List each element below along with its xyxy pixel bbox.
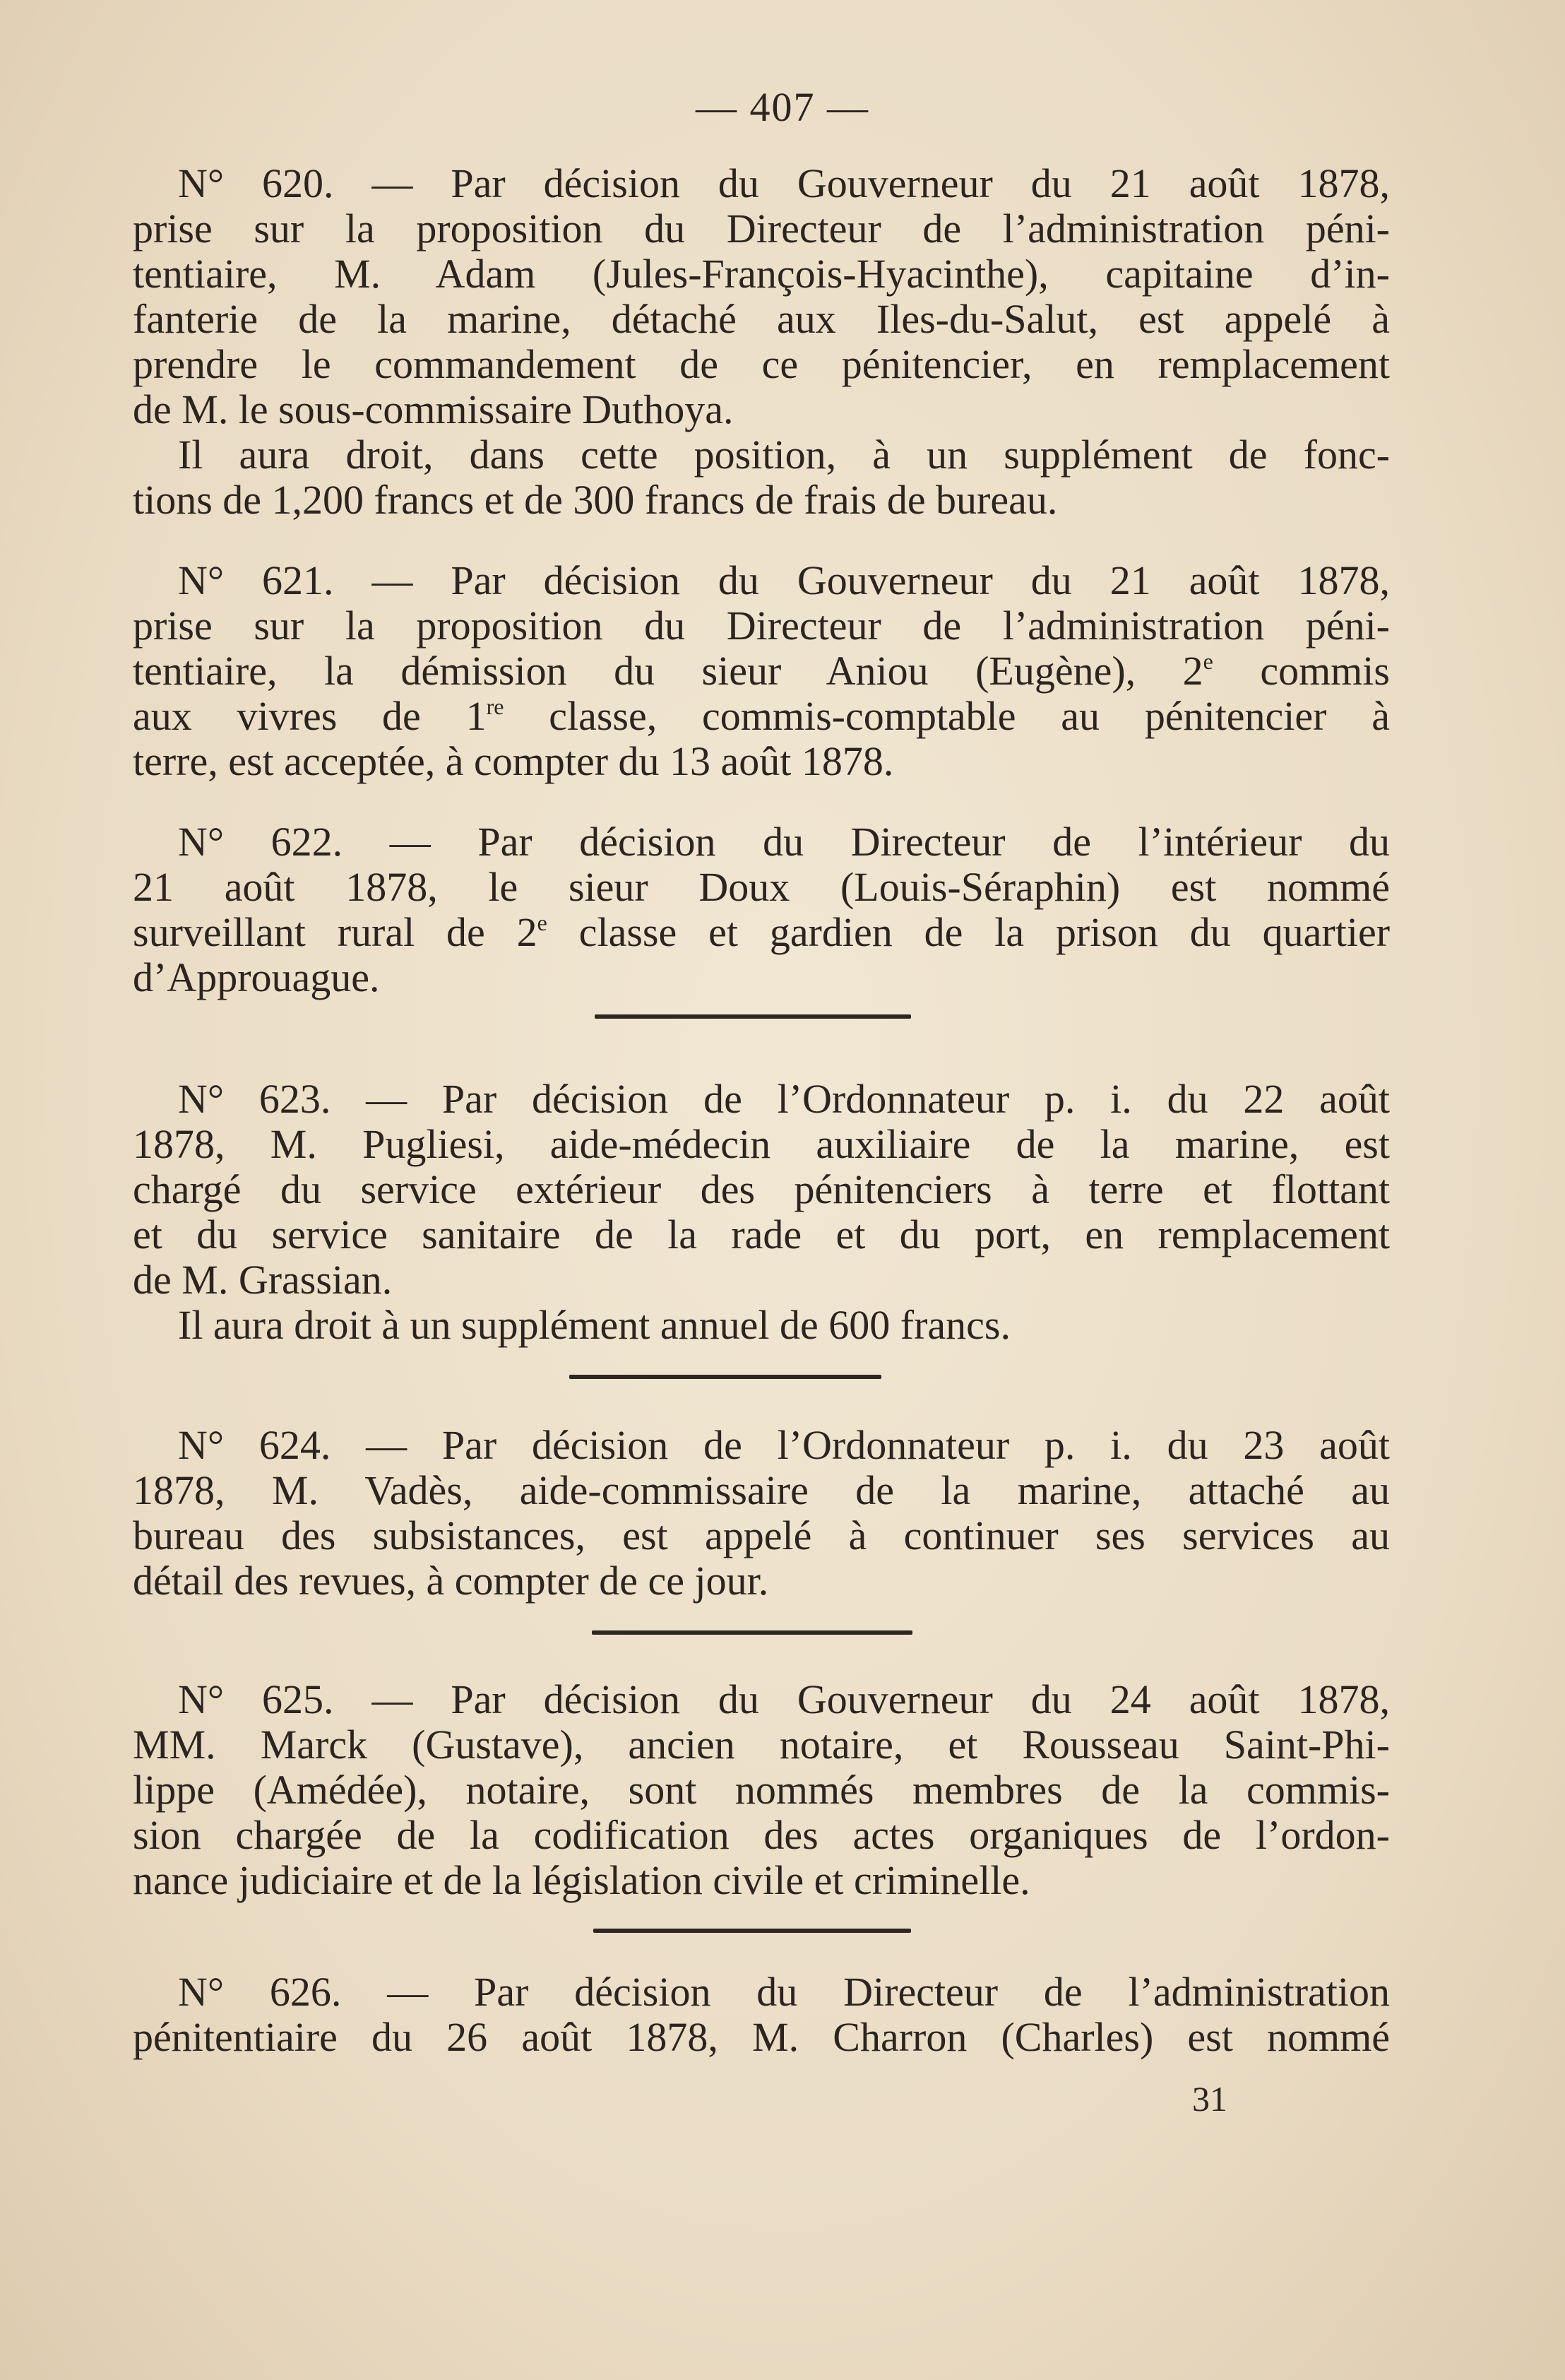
entry-line: de M. Grassian.	[133, 1257, 393, 1303]
entry-line: détail des revues, à compter de ce jour.	[133, 1558, 769, 1604]
entry-line: de M. le sous-commissaire Duthoya.	[133, 386, 734, 432]
superscript: re	[486, 694, 504, 719]
entry-line: N° 624. — Par décision de l’Ordonnateur p. i. du 23 août	[178, 1422, 1390, 1468]
entry-626	[133, 1970, 1390, 2060]
entry-line: pénitentiaire du 26 août 1878, M. Charron (Charles) est nommé	[133, 2014, 1390, 2060]
separator-rule	[569, 1375, 881, 1379]
separator-rule	[592, 1630, 912, 1635]
entry-line: chargé du service extérieur des pénitenciers à terre et flottant	[133, 1166, 1390, 1212]
entry-line-text: surveillant rural de 2	[133, 909, 537, 955]
entry-line: prise sur la proposition du Directeur de l’administration péni-	[133, 603, 1390, 649]
entry-line: N° 622. — Par décision du Directeur de l’intérieur du	[178, 819, 1390, 865]
entry-624	[133, 1423, 1390, 1604]
entry-line: 21 août 1878, le sieur Doux (Louis-Séraphin) est nommé	[133, 864, 1390, 910]
entry-line: bureau des subsistances, est appelé à continuer ses services au	[133, 1512, 1390, 1558]
entry-621	[133, 558, 1390, 784]
entry-line: N° 623. — Par décision de l’Ordonnateur p. i. du 22 août	[178, 1076, 1390, 1122]
entry-line: tentiaire, M. Adam (Jules-François-Hyacinthe), capitaine d’in-	[133, 251, 1390, 297]
separator-rule	[593, 1929, 911, 1933]
entry-line	[133, 694, 1390, 739]
entry-line: d’Approuague.	[133, 954, 380, 1000]
entry-line: et du service sanitaire de la rade et du port, en remplacement	[133, 1212, 1390, 1257]
entry-line: N° 625. — Par décision du Gouverneur du 24 août 1878,	[178, 1676, 1390, 1722]
signature-number: 31	[1192, 2079, 1227, 2119]
entry-625	[133, 1677, 1390, 1903]
entry-line: fanterie de la marine, détaché aux Iles-du-Salut, est appelé à	[133, 296, 1390, 342]
entry-line-text: aux vivres de 1	[133, 693, 487, 739]
entry-line: nance judiciaire et de la législation civile et criminelle.	[133, 1857, 1030, 1903]
entry-622	[133, 819, 1390, 1000]
entry-line: prise sur la proposition du Directeur de l’administration péni-	[133, 206, 1390, 251]
superscript: e	[537, 910, 547, 935]
entry-line: N° 626. — Par décision du Directeur de l’administration	[178, 1969, 1390, 2015]
entry-line: prendre le commandement de ce pénitencier, en remplacement	[133, 341, 1390, 387]
entry-line: tions de 1,200 francs et de 300 francs de frais de bureau.	[133, 477, 1058, 523]
entry-620	[133, 161, 1390, 523]
entry-line: 1878, M. Pugliesi, aide-médecin auxiliaire de la marine, est	[133, 1121, 1390, 1167]
entry-line: Il aura droit, dans cette position, à un supplément de fonc-	[178, 432, 1390, 478]
entry-line-text: tentiaire, la démission du sieur Aniou (Eugène), 2	[133, 648, 1203, 694]
superscript: e	[1203, 649, 1213, 674]
entry-line: sion chargée de la codification des actes organiques de l’ordon-	[133, 1812, 1390, 1858]
entry-line: N° 620. — Par décision du Gouverneur du 21 août 1878,	[178, 160, 1390, 206]
page-number: — 407 —	[696, 84, 869, 130]
entry-line-tail: commis	[1213, 648, 1390, 694]
separator-rule	[595, 1014, 911, 1019]
entry-line: MM. Marck (Gustave), ancien notaire, et Rousseau Saint-Phi-	[133, 1722, 1390, 1768]
entry-line: terre, est acceptée, à compter du 13 août 1878.	[133, 738, 894, 784]
entry-line: lippe (Amédée), notaire, sont nommés membres de la commis-	[133, 1767, 1390, 1813]
entry-line	[133, 649, 1390, 694]
entry-line-tail: classe et gardien de la prison du quartier	[547, 909, 1391, 955]
entry-623	[133, 1077, 1390, 1348]
entry-line	[133, 910, 1390, 955]
entry-line-tail: classe, commis-comptable au pénitencier à	[504, 693, 1390, 739]
entry-line: 1878, M. Vadès, aide-commissaire de la marine, attaché au	[133, 1467, 1390, 1513]
entry-line: N° 621. — Par décision du Gouverneur du 21 août 1878,	[178, 557, 1390, 603]
entry-line: Il aura droit à un supplément annuel de 600 francs.	[178, 1302, 1011, 1348]
